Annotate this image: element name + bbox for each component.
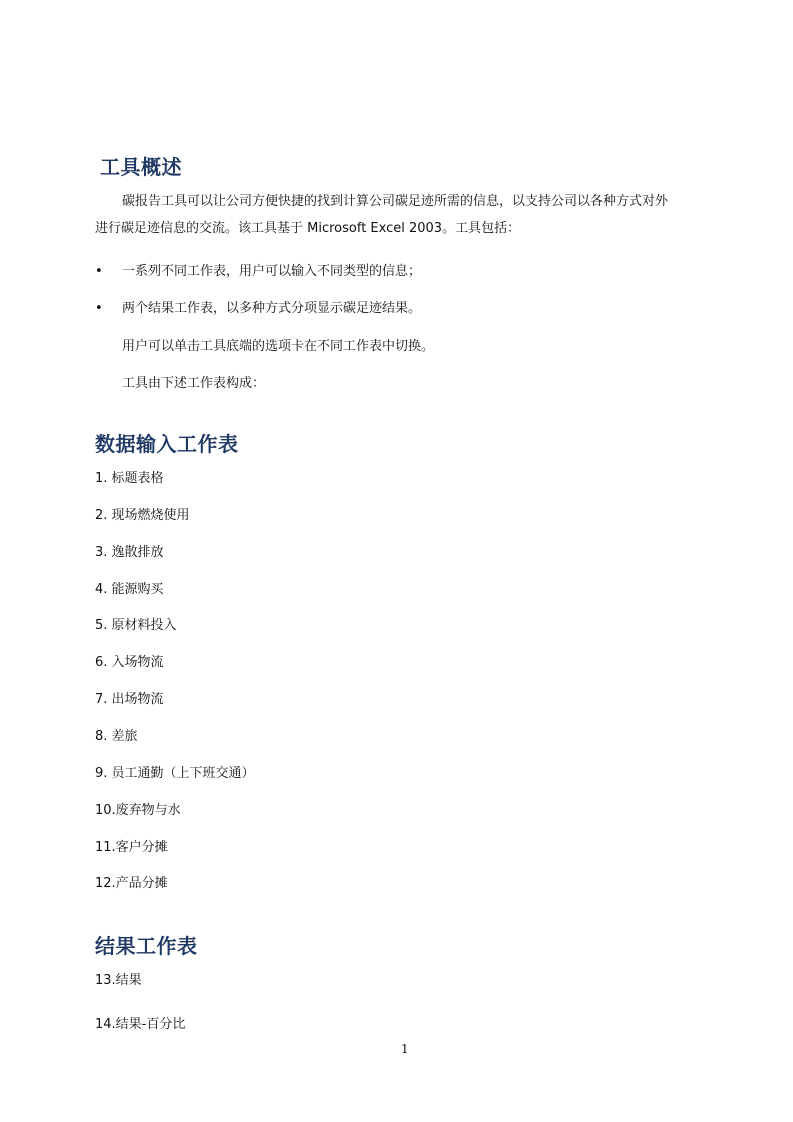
intro-paragraph-line-2: 进行碳足迹信息的交流。该工具基于 Microsoft Excel 2003。工具包括： <box>95 221 521 236</box>
list-item: 12.产品分摊 <box>95 876 168 891</box>
list-item: 1. 标题表格 <box>95 471 164 486</box>
list-item: 11.客户分摊 <box>95 840 168 855</box>
list-item: 5. 原材料投入 <box>95 618 177 633</box>
page-number: 1 <box>401 1042 409 1056</box>
bullet-marker: • <box>95 301 103 316</box>
heading-tool-overview: 工具概述 <box>100 155 182 179</box>
list-item: 6. 入场物流 <box>95 655 164 670</box>
heading-data-input-worksheets: 数据输入工作表 <box>95 432 239 456</box>
list-item: 3. 逸散排放 <box>95 545 164 560</box>
list-item: 9. 员工通勤（上下班交通） <box>95 766 255 781</box>
list-item: 13.结果 <box>95 973 142 988</box>
note-tab-switching: 用户可以单击工具底端的选项卡在不同工作表中切换。 <box>122 339 435 354</box>
bullet-item-results: 两个结果工作表，以多种方式分项显示碳足迹结果。 <box>122 301 422 316</box>
heading-result-worksheets: 结果工作表 <box>95 934 198 958</box>
list-item: 4. 能源购买 <box>95 582 164 597</box>
list-item: 10.废弃物与水 <box>95 803 181 818</box>
bullet-item-worksheets: 一系列不同工作表，用户可以输入不同类型的信息； <box>122 264 422 279</box>
list-item: 2. 现场燃烧使用 <box>95 508 190 523</box>
note-worksheet-composition: 工具由下述工作表构成： <box>122 376 266 391</box>
intro-paragraph-line-1: 碳报告工具可以让公司方便快捷的找到计算公司碳足迹所需的信息，以支持公司以各种方式对外 <box>122 194 669 209</box>
list-item: 7. 出场物流 <box>95 692 164 707</box>
bullet-marker: • <box>95 264 103 279</box>
list-item: 14.结果-百分比 <box>95 1017 186 1032</box>
list-item: 8. 差旅 <box>95 729 138 744</box>
